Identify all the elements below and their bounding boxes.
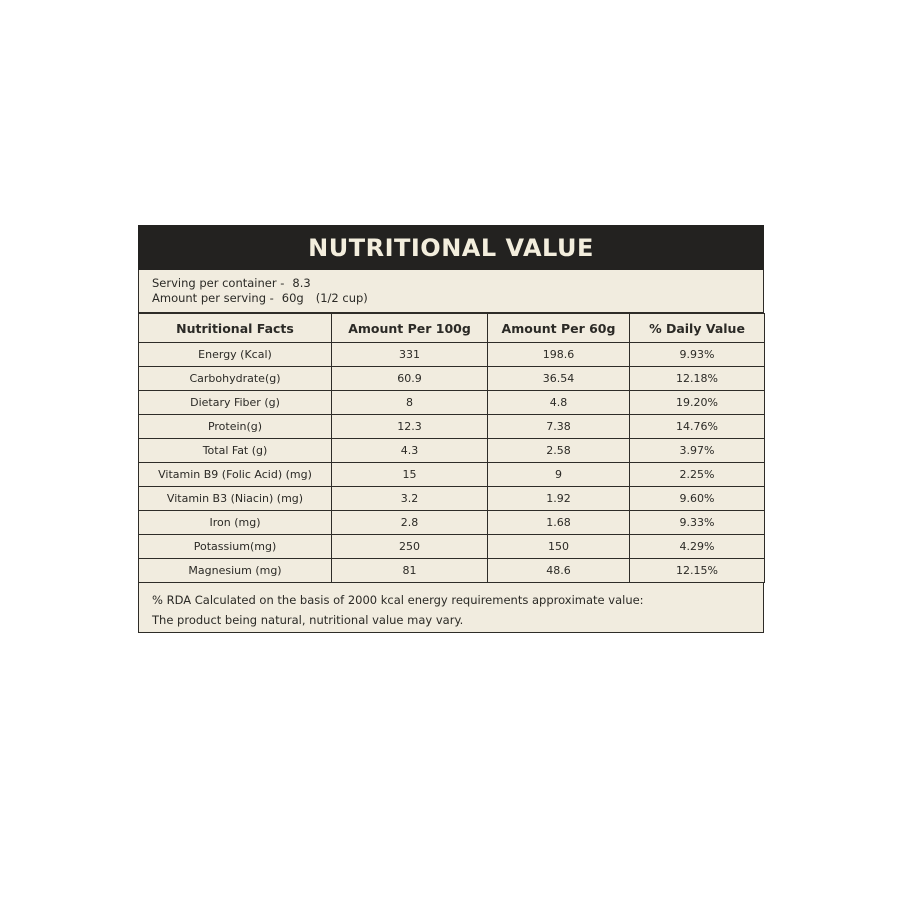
header-amount-per-100g: Amount Per 100g (332, 314, 488, 343)
header-nutritional-facts: Nutritional Facts (139, 314, 332, 343)
amount-per-60g: 1.68 (488, 511, 630, 535)
daily-value: 14.76% (630, 415, 765, 439)
nutrition-table (138, 313, 765, 583)
amount-per-60g: 48.6 (488, 559, 630, 583)
daily-value: 19.20% (630, 391, 765, 415)
serving-per-container-value: 8.3 (292, 276, 311, 290)
amount-per-100g: 4.3 (332, 439, 488, 463)
table-row (139, 463, 765, 487)
amount-per-60g: 1.92 (488, 487, 630, 511)
amount-per-serving-label: Amount per serving - (152, 291, 274, 305)
nutrient-name: Potassium(mg) (139, 535, 332, 559)
table-row (139, 559, 765, 583)
serving-per-container-label: Serving per container - (152, 276, 285, 290)
page-title: NUTRITIONAL VALUE (308, 233, 594, 262)
amount-per-60g: 36.54 (488, 367, 630, 391)
rda-disclaimer (138, 583, 764, 633)
header-amount-per-60g: Amount Per 60g (488, 314, 630, 343)
amount-per-60g: 198.6 (488, 343, 630, 367)
amount-per-60g: 9 (488, 463, 630, 487)
daily-value: 9.33% (630, 511, 765, 535)
amount-per-60g: 2.58 (488, 439, 630, 463)
nutrient-name: Energy (Kcal) (139, 343, 332, 367)
nutrition-label-card (138, 225, 764, 633)
daily-value: 12.18% (630, 367, 765, 391)
table-row (139, 367, 765, 391)
amount-per-serving-line (152, 291, 763, 306)
nutrient-name: Iron (mg) (139, 511, 332, 535)
amount-per-60g: 7.38 (488, 415, 630, 439)
amount-per-100g: 81 (332, 559, 488, 583)
amount-per-100g: 3.2 (332, 487, 488, 511)
nutrient-name: Vitamin B9 (Folic Acid) (mg) (139, 463, 332, 487)
rda-disclaimer-line2: The product being natural, nutritional value may vary. (152, 613, 464, 627)
daily-value: 4.29% (630, 535, 765, 559)
nutrient-name: Carbohydrate(g) (139, 367, 332, 391)
daily-value: 9.60% (630, 487, 765, 511)
table-row (139, 487, 765, 511)
table-header-row (139, 314, 765, 343)
amount-per-100g: 60.9 (332, 367, 488, 391)
amount-per-serving-note: (1/2 cup) (315, 291, 368, 305)
serving-info (138, 270, 764, 313)
daily-value: 9.93% (630, 343, 765, 367)
table-row (139, 535, 765, 559)
header-daily-value: % Daily Value (630, 314, 765, 343)
nutrient-name: Vitamin B3 (Niacin) (mg) (139, 487, 332, 511)
amount-per-100g: 331 (332, 343, 488, 367)
table-row (139, 343, 765, 367)
table-row (139, 391, 765, 415)
amount-per-serving-value: 60g (281, 291, 304, 305)
daily-value: 3.97% (630, 439, 765, 463)
rda-disclaimer-line1: % RDA Calculated on the basis of 2000 kcal energy requirements approximate value: (152, 593, 644, 607)
amount-per-100g: 15 (332, 463, 488, 487)
nutrient-name: Dietary Fiber (g) (139, 391, 332, 415)
nutrient-name: Total Fat (g) (139, 439, 332, 463)
table-row (139, 439, 765, 463)
serving-per-container-line (152, 276, 763, 291)
nutrient-name: Protein(g) (139, 415, 332, 439)
amount-per-100g: 250 (332, 535, 488, 559)
nutrient-name: Magnesium (mg) (139, 559, 332, 583)
amount-per-100g: 12.3 (332, 415, 488, 439)
table-row (139, 511, 765, 535)
table-row (139, 415, 765, 439)
amount-per-60g: 150 (488, 535, 630, 559)
amount-per-60g: 4.8 (488, 391, 630, 415)
amount-per-100g: 2.8 (332, 511, 488, 535)
amount-per-100g: 8 (332, 391, 488, 415)
daily-value: 12.15% (630, 559, 765, 583)
daily-value: 2.25% (630, 463, 765, 487)
title-bar (138, 225, 764, 270)
